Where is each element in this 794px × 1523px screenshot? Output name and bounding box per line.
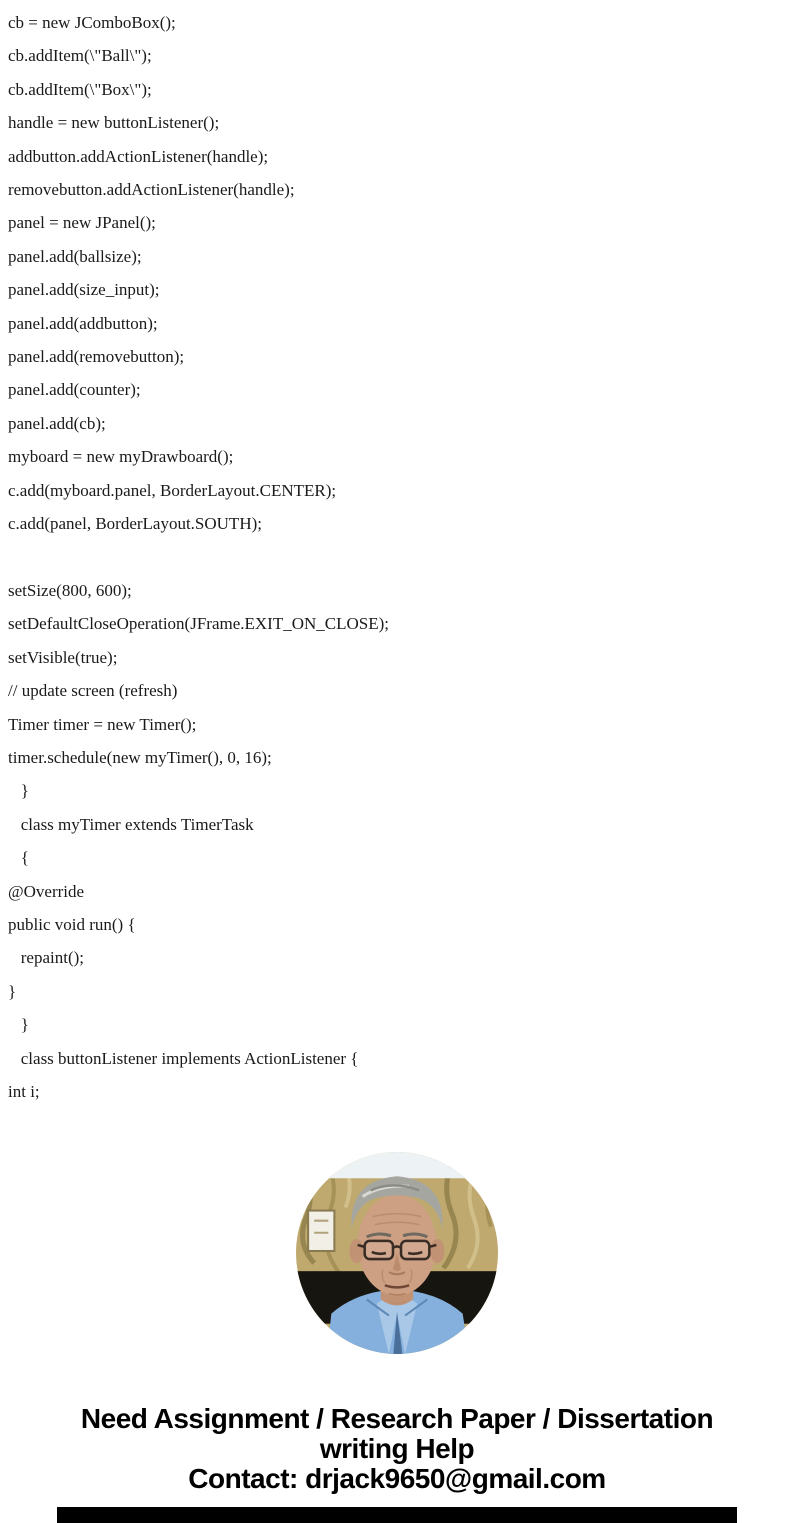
code-line: panel = new JPanel(); <box>8 213 156 233</box>
code-line: panel.add(removebutton); <box>8 347 185 367</box>
code-line: class buttonListener implements ActionListener { <box>8 1048 359 1068</box>
code-line: // update screen (refresh) <box>8 681 178 701</box>
code-line: Timer timer = new Timer(); <box>8 714 197 734</box>
code-line: panel.add(ballsize); <box>8 246 142 266</box>
footer-heading-line2: writing Help <box>319 1433 475 1465</box>
code-line: @Override <box>8 881 85 901</box>
code-line: setDefaultCloseOperation(JFrame.EXIT_ON_CLOSE); <box>8 614 389 634</box>
code-line: int i; <box>8 1082 40 1101</box>
code-line: c.add(myboard.panel, BorderLayout.CENTER); <box>8 480 337 500</box>
tutor-photo-icon <box>296 1152 498 1354</box>
code-line: repaint(); <box>8 948 84 968</box>
footer-ad <box>0 1404 794 1494</box>
code-line: removebutton.addActionListener(handle); <box>8 180 295 200</box>
code-line: } <box>8 781 29 801</box>
code-line: setVisible(true); <box>8 647 118 667</box>
code-line: panel.add(counter); <box>8 380 141 400</box>
footer-contact-email: Contact: drjack9650@gmail.com <box>188 1463 606 1495</box>
code-line: cb = new JComboBox(); <box>8 13 176 32</box>
code-line: { <box>8 848 29 868</box>
footer-heading-line1: Need Assignment / Research Paper / Dissertation <box>80 1403 714 1435</box>
code-line: panel.add(size_input); <box>8 280 160 300</box>
code-line: cb.addItem(\"Box\"); <box>8 79 152 99</box>
code-line <box>8 541 794 574</box>
code-line: public void run() { <box>8 914 136 934</box>
code-line: } <box>8 1015 29 1035</box>
code-line: panel.add(cb); <box>8 413 106 433</box>
code-line: } <box>8 981 17 1001</box>
code-line: panel.add(addbutton); <box>8 313 158 333</box>
code-line: myboard = new myDrawboard(); <box>8 447 234 467</box>
code-line: cb.addItem(\"Ball\"); <box>8 46 152 66</box>
code-line: addbutton.addActionListener(handle); <box>8 146 269 166</box>
code-line: timer.schedule(new myTimer(), 0, 16); <box>8 747 272 767</box>
bottom-black-bar <box>57 1507 737 1523</box>
code-line: handle = new buttonListener(); <box>8 113 220 133</box>
code-line: c.add(panel, BorderLayout.SOUTH); <box>8 514 262 534</box>
code-line: class myTimer extends TimerTask <box>8 814 254 834</box>
code-line: setSize(800, 600); <box>8 580 132 600</box>
avatar <box>296 1152 498 1354</box>
